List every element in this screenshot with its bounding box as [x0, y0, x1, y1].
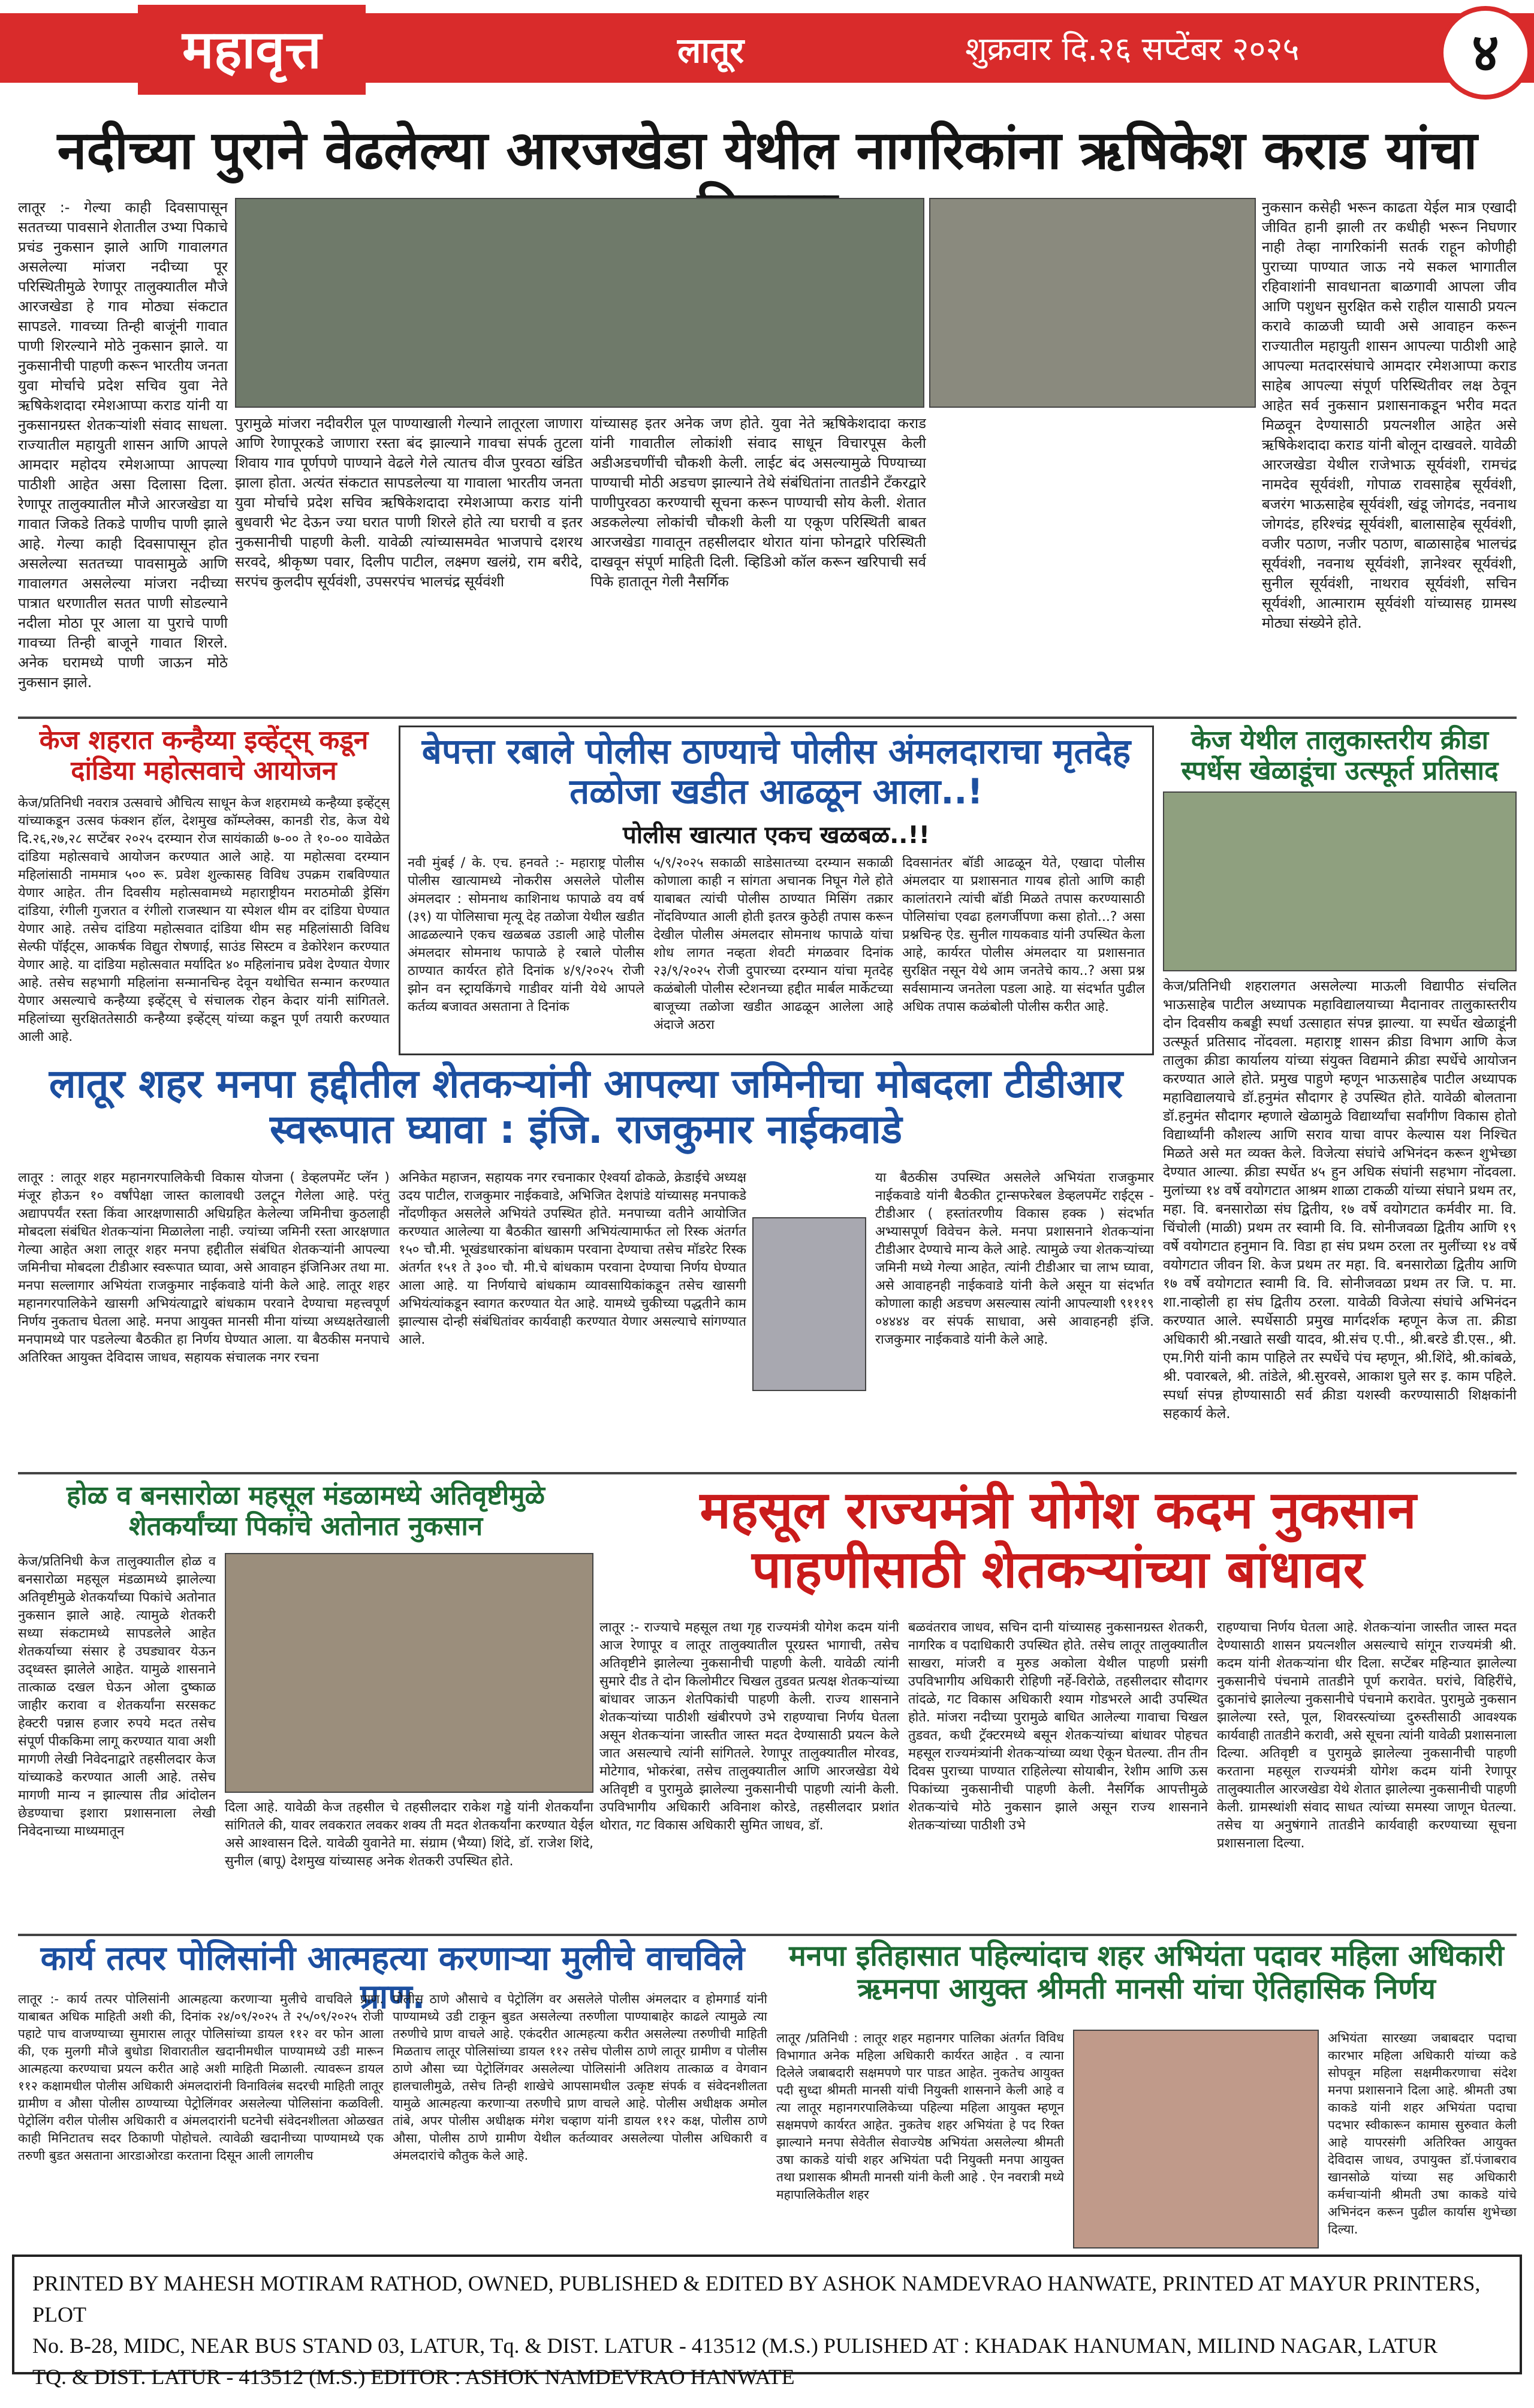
story7-col3: राहण्याचा निर्णय घेतला आहे. शेतकऱ्यांना जास्तीत जास्त मदत देण्यासाठी शासन प्रयत्नशील असल्याचे सांगून राज्यमंत्री श्री. कदम यांनी शेतकऱ्यांना धीर दिला. सप्टेंबर महिन्यात झालेल्या नुकसानीचे पंचनामे तातडीने पूर्ण करावेत. घरांचे, विहिरींचे, दुकानांचे झालेल्या नुकसानीचे पंचनामे करावेत. पुरामुळे नुकसान झालेल्या रस्ते, पूल, शिवरस्त्यांच्या दुरुस्तीसाठी आवश्यक कार्यवाही तातडीने करावी, असे सूचना त्यांनी यावेळी प्रशासनाला दिल्या. अतिवृष्टी व पुरामुळे झालेल्या नुकसानीची पाहणी करताना महसूल राज्यमंत्री योगेश कदम यांनी रेणापूर तालुक्यातील आरजखेडा येथे शेतात झालेल्या नुकसानीची पाहणी केली. ग्रामस्थांशी संवाद साधत त्यांच्या समस्या जाणून घेतल्या. तसेच या अनुषंगाने तातडीने कार्यवाही करण्याच्या सूचना प्रशासनाला दिल्या.	[1217, 1620, 1517, 1851]
edition-date: शुक्रवार दि.२६ सप्टेंबर २०२५	[965, 30, 1300, 68]
story5-col1: लातूर : लातूर शहर महानगरपालिकेची विकास योजना ( डेव्हलपमेंट प्लॅन ) मंजूर होऊन १० वर्षांपेक्षा जास्त कालावधी उलटून गेलेला आहे. परंतु अद्यापपर्यंत रस्ता किंवा आरक्षणासाठी अधिग्रहित केलेल्या जमिनीचा कुठलाही मोबदला संबंधित शेतकऱ्यांना मिळालेला नाही. ज्यांच्या जमिनी रस्ता आरक्षणात गेल्या आहेत अशा लातूर शहर मनपा हद्दीतील संबंधित शेतकऱ्यांनी आपल्या जमिनीचा मोबदला टीडीआर स्वरूपात घ्यावा, असे आवाहन इंजिनिअर तथा मा. मनपा सल्लागार अभियंता राजकुमार नाईकवाडे यांनी केले आहे. लातूर शहर महानगरपालिकेने खासगी अभियंत्याद्वारे बांधकाम परवाने देण्याचा महत्त्वपूर्ण निर्णय नुकताच घेतला आहे. मनपा आयुक्त मानसी मीना यांच्या अध्यक्षतेखाली मनपामध्ये पार पडलेल्या बैठकीत हा निर्णय घेण्यात आला. या बैठकीस मनपाचे अतिरिक्त आयुक्त देविदास जाधव, सहायक संचालक नगर रचना	[18, 1170, 390, 1365]
story8-col2: पोलीस ठाणे औसाचे व पेट्रोलिंग वर असलेले पोलीस अंमलदार व होमगार्ड यांनी पाण्यामध्ये उडी टाकून बुडत असलेल्या तरुणीला पाण्याबाहेर काढले त्यामुळे त्या तरुणीचे प्राण वाचले आहे. एकंदरीत आत्महत्या करीत असलेल्या तरुणीची माहिती मिळताच लातूर पोलिसांच्या डायल ११२ तसेच पोलीस ठाणे लातूर ग्रामीण व पोलीस ठाणे औसा च्या पेट्रोलिंगवर असलेल्या पोलिसांनी अतिशय तात्काळ व वेगवान हालचालीमुळे, तसेच तिन्ही शाखेचे आपसामधील उत्कृष्ट संपर्क व संवेदनशीलता यामुळे आत्महत्या करणाऱ्या तरुणीचे प्राण वाचले आहे. पोलीस अधीक्षक अमोल तांबे, अपर पोलीस अधीक्षक मंगेश चव्हाण यांनी डायल ११२ कक्ष, पोलीस ठाणे औसा, पोलीस ठाणे ग्रामीण येथील कर्तव्यावर असलेल्या पोलीस अधिकारी व अंमलदारांचे कौतुक केले आहे.	[393, 1992, 767, 2163]
page-number: ४	[1439, 6, 1532, 100]
imprint-line-1: PRINTED BY MAHESH MOTIRAM RATHOD, OWNED, PUBLISHED & EDITED BY ASHOK NAMDEVRAO HANWATE, PRINTED AT MAYUR PRINTERS, PLOT	[32, 2271, 1481, 2326]
story3-col1: नवी मुंबई / के. एच. हनवते :- महाराष्ट्र पोलीस पोलीस खात्यामध्ये नोकरीस असलेले पोलीस अंमलदार : सोमनाथ काशिनाथ फापाळे वय वर्ष (३९) या पोलिसाचा मृत्यू देह तळोजा येथील खडीत आढळल्याने एकच खळबळ उडाली आहे पोलीस अंमलदार सोमनाथ फापाळे हे रबाले पोलीस ठाण्यात कार्यरत होते दिनांक ४/९/२०२५ रोजी झोन वन स्ट्रायकिंगचे गाडीवर यांनी येथे आपले कर्तव्य बजावत असताना ते दिनांक	[408, 856, 644, 1015]
story3-col3: दिवसानंतर बॉडी आढळून येते, एखादा पोलीस अंमलदार या प्रशासनात गायब होतो आणि काही कालांतराने त्यांची बॉडी मिळते तपास करण्यासाठी पोलिसांचा एवढा हलगर्जीपणा कसा होतो...? असा प्रश्नचिन्ह ऐड. सुनील गायकवाड यांनी उपस्थित केला आहे, कार्यरत पोलीस अंमलदार या प्रशासनात सुरक्षित नसून येथे आम जनतेचे काय..? असा प्रश्न सर्वसामान्य जनतेला पडला आहे. या संदर्भात पुढील अधिक तपास कळंबोली पोलीस करीत आहे.	[902, 856, 1145, 1015]
story9-col2: अभियंता सारख्या जबाबदार पदाचा कारभार महिला अधिकारी यांच्या कडे सोपवून महिला सक्षमीकरणाचा संदेश मनपा प्रशासनाने दिला आहे. श्रीमती उषा काकडे यांनी शहर अभियंता पदाचा पदभार स्वीकारून कामास सुरुवात केली आहे यापरसंगी अतिरिक्त आयुक्त देविदास जाधव, उपायुक्त डॉ.पंजाबराव खानसोळे यांच्या सह अधिकारी कर्मचाऱ्यांनी श्रीमती उषा काकडे यांचे अभिनंदन करून पुढील कार्यास शुभेच्छा दिल्या.	[1328, 2031, 1517, 2237]
story4-photo-players	[1163, 791, 1517, 971]
story3-col2: ५/९/२०२५ सकाळी साडेसातच्या दरम्यान सकाळी कोणाला काही न सांगता अचानक निघून गेले होते याबाबत त्यांची पोलीस ठाण्यात मिसिंग तक्रार नोंदविण्यात आली होती इतरत्र कुठेही तपास करून देखील पोलीस अंमलदार सोमनाथ फापाळे यांचा शोध लागत नव्हता शेवटी मंगळवार दिनांक २३/९/२०२५ रोजी दुपारच्या दरम्यान यांचा मृतदेह कळंबोली पोलीस स्टेशनच्या हद्दीत मार्बल मार्केटच्या बाजूच्या तळोजा खडीत आढळून आलेला आहे अंदाजे अठरा	[653, 856, 893, 1033]
story9-headline: मनपा इतिहासात पहिल्यांदाच शहर अभियंता पदावर महिला अधिकारी ऋमनपा आयुक्त श्रीमती मानसी यांचा ऐतिहासिक निर्णय	[789, 1939, 1504, 2006]
story1-headline: नदीच्या पुराने वेढलेल्या आरजखेडा येथील नागरिकांना ऋषिकेश कराड यांचा	[57, 119, 1478, 181]
story8-headline: कार्य तत्पर पोलिसांनी आत्महत्या करणाऱ्या मुलीचे वाचविले प्राण.	[40, 1939, 745, 2017]
story9-photo-officer	[1073, 2030, 1319, 2249]
story4-headline: केज येथील तालुकास्तरीय क्रीडा स्पर्धेस खेळाडूंचा उत्स्फूर्त प्रतिसाद	[1181, 725, 1499, 786]
story8-col1: लातूर :- कार्य तत्पर पोलिसांनी आत्महत्या करणाऱ्या मुलीचे वाचविले प्राण. याबाबत अधिक माहिती अशी की, दिनांक २४/०९/२०२५ ते २५/०९/२०२५ रोजी पहाटे पाच वाजण्याच्या सुमारास लातूर पोलिसांच्या डायल ११२ वर फोन आला की, एक मुलगी मौजे बुधोडा शिवारातील खदानीमधील पाण्यामध्ये उडी मारून आत्महत्या करण्याचा प्रयत्न करीत आहे अशी माहिती मिळाली. त्यावरून डायल ११२ कक्षामधील पोलीस अधिकारी अंमलदारांनी विनाविलंब सदरची माहिती लातूर ग्रामीण व औसा पोलीस ठाण्याच्या पेट्रोलिंगवर असलेल्या पोलिसांना कळविली. पेट्रोलिंग वरील पोलीस अधिकारी व अंमलदारांनी घटनेची संवेदनशीलता ओळखत काही मिनिटातच सदर ठिकाणी पोहोचले. त्यावेळी खदानीच्या पाण्यामध्ये एक तरुणी बुडत असताना आरडाओरडा करताना दिसून आली लागलीच	[18, 1992, 384, 2163]
story6-headline: होळ व बनसारोळा महसूल मंडळामध्ये अतिवृष्टीमुळे शेतकर्यांच्या पिकांचे अतोनात नुकसान	[67, 1480, 545, 1542]
story6-col2: दिला आहे. यावेळी केज तहसील चे तहसीलदार राकेश गड्डे यांनी शेतकर्यांना सांगितले की, यावर लवकरात लवकर शक्य ती मदत शेतकर्यांना करण्यात येईल असे आश्वासन दिले. यावेळी युवानेते मा. संग्राम (भैय्या) शिंदे, डॉ. राजेश शिंदे, सुनील (बापू) देशमुख यांच्यासह अनेक शेतकरी उपस्थित होते.	[225, 1800, 593, 1869]
story1-col1: लातूर :- गेल्या काही दिवसापासून सततच्या पावसाने शेतातील उभ्या पिकाचे प्रचंड नुकसान झाले आणि गावालगत असलेल्या मांजरा नदीच्या पूर परिस्थितीमुळे रेणापूर तालुक्यातील मौजे आरजखेडा हे गाव मोठ्या संकटात सापडले. गावच्या तिन्ही बाजूंनी गावात पाणी शिरल्याने मोठे नुकसान झाले. या नुकसानीची पाहणी करून भारतीय जनता युवा मोर्चाचे प्रदेश सचिव युवा नेते ऋषिकेशदादा रमेशआप्पा कराड यांनी या नुकसानग्रस्त शेतकऱ्यांशी संवाद साधला. राज्यातील महायुती शासन आणि आपले आमदार महोदय रमेशआप्पा आपल्या पाठीशी आहेत असा दिलासा दिला. रेणापूर तालुक्यातील मौजे आरजखेडा या गावात जिकडे तिकडे पाणीच पाणी झाले आहे. गेल्या काही दिवसापासून होत असलेल्या सततच्या पावसामुळे आणि गावालगत असलेल्या मांजरा नदीच्या पात्रात धरणातील सतत पाणी सोडल्याने नदीला मोठा पूर आला या पुराचे पाणी गावच्या तिन्ही बाजूने गावात शिरले. अनेक घरामध्ये पाणी जाऊन मोठे नुकसान झाले.	[18, 199, 228, 691]
story3-headline: बेपत्ता रबाले पोलीस ठाण्याचे पोलीस अंमलदाराचा मृतदेह तळोजा खडीत आढळून आला..!	[421, 731, 1131, 812]
story5-col3: या बैठकीस उपस्थित असलेले अभियंता राजकुमार नाईकवाडे यांनी बैठकीत ट्रान्सफरेबल डेव्हलपमेंट राईट्स - टीडीआर ( हस्तांतरणीय विकास हक्क ) संदर्भात अभ्यासपूर्ण विवेचन केले. मनपा प्रशासनाने शेतकऱ्यांना टीडीआर देण्याचे मान्य केले आहे. त्यामुळे ज्या शेतकऱ्यांच्या जमिनी मध्ये गेल्या आहेत, त्यांनी टीडीआर चा लाभ घ्यावा, असे आवाहनही नाईकवाडे यांनी केले असून या संदर्भात कोणाला काही अडचण असल्यास त्यांनी आपल्याशी ९१११९ ०४४४४ वर संपर्क साधावा, असे आवाहनही इंजि. राजकुमार नाईकवाडे यांनी केले आहे.	[875, 1170, 1154, 1347]
story6-col1: केज/प्रतिनिधी केज तालुक्यातील होळ व बनसारोळा महसूल मंडळामध्ये झालेल्या अतिवृष्टीमुळे शेतकर्यांच्या पिकांचे अतोनात नुकसान झाले आहे. त्यामुळे शेतकरी सध्या संकटामध्ये सापडलेले आहेत शेतकर्याच्या संसार हे उघड्यावर येऊन उद्ध्वस्त झालेले आहेत. यामुळे शासनाने तात्काळ दखल घेऊन ओला दुष्काळ जाहीर करावा व शेतकर्यांना सरसकट हेक्टरी पन्नास हजार रुपये मदत तसेच संपूर्ण पीककिमा लागू करण्यात यावा अशी मागणी लेखी निवेदनाद्वारे तहसीलदार केज यांच्याकडे करण्यात आली आहे. तसेच मागणी मान्य न झाल्यास तीव्र आंदोलन छेडण्याचा इशारा प्रशासनाला लेखी निवेदनाच्या माध्यमातून	[18, 1554, 216, 1839]
divider	[18, 1934, 1517, 1936]
story1-col2: पुरामुळे मांजरा नदीवरील पूल पाण्याखाली गेल्याने लातूरला जाणारा आणि रेणापूरकडे जाणारा रस्ता बंद झाल्याने गावचा संपर्क तुटला शिवाय गाव पूर्णपणे पाण्याने वेढले गेले त्यातच वीज पुरवठा खंडित झाला होता. अत्यंत संकटात सापडलेल्या या गावाला भारतीय जनता युवा मोर्चाचे प्रदेश सचिव ऋषिकेशदादा रमेशआप्पा कराड यांनी बुधवारी भेट देऊन ज्या घरात पाणी शिरले होते त्या घराची व इतर नुकसानीची पाहणी केली. यावेळी त्यांच्यासमवेत भाजपाचे दशरथ सरवदे, श्रीकृष्ण पवार, दिलीप पाटील, लक्ष्मण खलंग्रे, राम बरीदे, सरपंच कुलदीप सूर्यवंशी, उपसरपंच भालचंद्र सूर्यवंशी	[235, 415, 583, 590]
divider	[18, 1472, 1517, 1474]
story6-photo-memorandum	[225, 1553, 593, 1793]
imprint-box	[12, 2255, 1522, 2389]
story1-col4: नुकसान कसेही भरून काढता येईल मात्र एखादी जीवित हानी झाली तर कधीही भरून निघणार नाही तेव्हा नागरिकांनी सतर्क राहून कोणीही पुराच्या पाण्यात जाऊ नये सकल भागातील रहिवाशांनी सावधानता बाळगावी आपला जीव आणि पशुधन सुरक्षित कसे राहील यासाठी प्रयत्न करावे काळजी घ्यावी असे आवाहन करून राज्यातील महायुती शासन आपल्या पाठीशी आहे आपल्या मतदारसंघाचे आमदार रमेशआप्पा कराड साहेब आपल्या संपूर्ण परिस्थितीवर लक्ष ठेवून आहेत सर्व नुकसान प्रशासनाकडून भरीव मदत मिळवून देण्यासाठी प्रयत्नशील आहेत असे ऋषिकेशदादा कराड यांनी बोलून दाखवले. यावेळी आरजखेडा येथील राजेभाऊ सूर्यवंशी, रामचंद्र नामदेव सूर्यवंशी, गोपाळ रावसाहेब सूर्यवंशी, बजरंग भाऊसाहेब सूर्यवंशी, खंडू जोगदंड, नवनाथ जोगदंड, हरिश्चंद्र सूर्यवंशी, बालासाहेब सूर्यवंशी, वजीर पठाण, नजीर पठाण, बाळासाहेब भालचंद्र सूर्यवंशी, नवनाथ सूर्यवंशी, ज्ञानेश्वर सूर्यवंशी, सुनील सूर्यवंशी, नाथराव सूर्यवंशी, सचिन सूर्यवंशी, आत्माराम सूर्यवंशी यांच्यासह ग्रामस्थ मोठ्या संख्येने होते.	[1262, 199, 1517, 631]
story4-body: केज/प्रतिनिधी शहरालगत असलेल्या माऊली विद्यापीठ संचलित भाऊसाहेब पाटील अध्यापक महाविद्यालयाच्या मैदानावर तालुकास्तरीय दोन दिवसीय कबड्डी स्पर्धा उत्साहात संपन्न झाल्या. या स्पर्धेत खेळाडूंनी उत्स्फूर्त प्रतिसाद नोंदवला. महाराष्ट्र शासन क्रीडा विभाग आणि केज तालुका क्रीडा कार्यालय यांच्या संयुक्त विद्यमाने क्रीडा स्पर्धेचे आयोजन करण्यात आले होते. प्रमुख पाहुणे म्हणून भाऊसाहेब पाटील अध्यापक महाविद्यालयाचे डॉ.हनुमंत सौदागर हे उपस्थित होते. यावेळी बोलताना डॉ.हनुमंत सौदागर म्हणाले खेळामुळे विद्यार्थ्यांचा सर्वांगीण विकास होतो विद्यार्थ्यांनी कौशल्य आणि सराव याचा वापर केल्यास यश निश्चित मिळते असे मत व्यक्त केले. विजेत्या संघांचे अभिनंदन करून शुभेच्छा देण्यात आल्या. क्रीडा स्पर्धेत ४५ हुन अधिक संघांनी सहभाग नोंदवला. मुलांच्या १४ वर्षे वयोगटात आश्रम शाळा टाकळी यांच्या संघाने प्रथम तर, महा. वि. बनसारोळा संघ द्वितीय, १७ वर्षे वयोगटात कर्मवीर मा. वि. चिंचोली (माळी) प्रथम तर स्वामी वि. वि. सोनीजवळा द्वितीय आणि १९ वर्षे वयोगटात हनुमान वि. विडा हा संघ प्रथम ठरला तर मुलींच्या १४ वर्षे वयोगटात जीवन शि. केज प्रथम तर महा. वि. बनसारोळा द्वितीय आणि १७ वर्षे वयोगटात स्वामी वि. वि. सोनीजवळा प्रथम तर जि. प. मा. शा.नाव्होली हा संघ द्वितीय ठरला. यावेळी विजेत्या संघांचे अभिनंदन करण्यात आले. स्पर्धेसाठी प्रमुख मार्गदर्शक म्हणून केज ता. क्रीडा अधिकारी श्री.नखाते सखी यादव, श्री.संच ए.पी., श्री.बरडे डी.एस., श्री. एम.गिरी यांनी काम पाहिले तर स्पर्धेचे पंच म्हणून, श्री.शिंदे, श्री.कांबळे, श्री. पवारबले, श्री. तांडेले, श्री.सुरवसे, आकाश घुले सर इ. काम पहिले. स्पर्धा संपन्न होण्यासाठी सर्व क्रीडा यशस्वी करण्यासाठी शिक्षकांनी सहकार्य केले.	[1163, 979, 1517, 1422]
story7-col2: बळवंतराव जाधव, सचिन दानी यांच्यासह नुकसानग्रस्त शेतकरी, नागरिक व पदाधिकारी उपस्थित होते. तसेच लातूर तालुक्यातील साखरा, मांजरी व मुरुड अकोला येथील पाहणी प्रसंगी उपविभागीय अधिकारी रोहिणी नर्हे-विरोळे, तहसीलदार सौदागर तांदळे, गट विकास अधिकारी श्याम गोडभरले आदी उपस्थित होते. मांजरा नदीच्या पुरामुळे बाधित आलेल्या गावाचा चिखल तुडवत, कधी ट्रॅक्टरमध्ये बसून शेतकऱ्यांच्या बांधावर पोहचत महसूल राज्यमंत्र्यांनी शेतकऱ्यांच्या व्यथा ऐकून घेतल्या. तीन तीन दिवस पुराच्या पाण्यात राहिलेल्या सोयाबीन, रेशीम आणि ऊस पिकांच्या नुकसानीची पाहणी केली. नैसर्गिक आपत्तीमुळे शेतकऱ्यांचे मोठे नुकसान झाले असून राज्य शासनाने शेतकऱ्यांच्या पाठीशी उभे	[908, 1620, 1208, 1833]
newspaper-logo: महावृत्त	[138, 5, 366, 95]
story7-col1: लातूर :- राज्याचे महसूल तथा गृह राज्यमंत्री योगेश कदम यांनी आज रेणापूर व लातूर तालुक्यातील पूरग्रस्त भागाची, तसेच अतिवृष्टीने झालेल्या नुकसानीची पाहणी केली. यावेळी त्यांनी सुमारे दीड ते दोन किलोमीटर चिखल तुडवत प्रत्यक्ष शेतकऱ्यांच्या बांधावर जाऊन शेतपिकांची पाहणी केली. राज्य शासनाने शेतकऱ्यांच्या पाठीशी खंबीरपणे उभे राहण्याचा निर्णय घेतला असून शेतकऱ्यांना जास्तीत जास्त मदत देण्यासाठी प्रयत्न केले जात असल्याचे त्यांनी सांगितले. रेणापूर तालुक्यातील मोरवड, मोटेगाव, भोकरंबा, तसेच तालुक्यातील आणि आरजखेडा येथे अतिवृष्टी व पुरामुळे झालेल्या नुकसानीची पाहणी त्यांनी केली. उपविभागीय अधिकारी अविनाश कोरडे, तहसीलदार प्रशांत थोरात, गट विकास अधिकारी सुमित जाधव, डॉ.	[599, 1620, 899, 1833]
divider	[18, 717, 1517, 719]
masthead	[0, 0, 1534, 114]
story5-photo-portrait	[752, 1217, 866, 1391]
story2-body: केज/प्रतिनिधी नवरात्र उत्सवाचे औचित्य साधून केज शहरामध्ये कन्हैय्या इव्हेंट्स् यांच्याकडून उत्सव फंक्शन हॉल, देशमुख कॉम्प्लेक्स, कानडी रोड, केज येथे दि.२६,२७,२८ सप्टेंबर २०२५ दरम्यान रोज सायंकाळी ७-०० ते १०-०० यावेळेत दांडिया महोत्सवाचे आयोजन करण्यात आले आहे. या महोत्सवा दरम्यान महिलांसाठी नाममात्र ५०० रू. प्रवेश शुल्कासह विविध उपक्रम राबविण्यात येणार आहेत. तीन दिवसीय महोत्सवामध्ये महाराष्ट्रीयन मराठमोळी ड्रेसिंग दांडिया, रंगीली गुजरात व रंगीलो राजस्थान या स्पेशल थीम वर दांडिया घेण्यात येणार आहे. तसेच दांडिया महोत्सवात दांडिया थीम सह महिलांसाठी विविध सेल्फी पॉईंट्स, आकर्षक विद्युत रोषणाई, साउंड सिस्टम व डेकोरेशन करण्यात येणार आहे. या दांडिया महोत्सवात मर्यादित ४० महिलांनाच प्रवेश देण्यात येणार आहे. तसेच सहभागी महिलांना सन्मानचिन्ह देवून यथोचित सन्मान करण्यात येणार असल्याचे कन्हैय्या इव्हेंट्स् चे संचालक रोहन केदार यांनी सांगितले. महिलांच्या सुरक्षिततेसाठी कन्हैय्या इव्हेंट्स् यांच्या कडून पूर्ण तयारी करण्यात आली आहे.	[18, 796, 390, 1045]
story1-photo-flood	[235, 198, 924, 408]
story5-col2: अनिकेत महाजन, सहायक नगर रचनाकार ऐश्वर्या ढोकळे, क्रेडाईचे अध्यक्ष उदय पाटील, राजकुमार नाईकवाडे, अभिजित देशपांडे यांच्यासह मनपाकडे नोंदणीकृत असलेले अभियंते उपस्थित होते. मनपाच्या वतीने आयोजित करण्यात आलेल्या या बैठकीत खासगी अभियंत्यामार्फत लो रिस्क अंतर्गत १५० चौ.मी. भूखंडधारकांना बांधकाम परवाना देण्याचा तसेच मॉडरेट रिस्क अंतर्गत १५१ ते ३०० चौ. मी.चे बांधकाम परवाना देण्याचा निर्णय घेण्यात आला आहे. या निर्णयाचे बांधकाम व्यावसायिकांकडून तसेच खासगी अभियंत्यांकडून स्वागत करण्यात येत आहे. यामध्ये चुकीच्या पद्धतीने काम झाल्यास दोन्ही संबंधितांवर कार्यवाही करण्यात येणार असल्याचे सांगण्यात आले.	[399, 1170, 746, 1347]
story5-headline: लातूर शहर मनपा हद्दीतील शेतकऱ्यांनी आपल्या जमिनीचा मोबदला टीडीआर स्वरूपात घ्यावा : इंजि. राजकुमार नाईकवाडे	[49, 1061, 1123, 1152]
story9-col1: लातूर /प्रतिनिधी : लातूर शहर महानगर पालिका अंतर्गत विविध विभागात अनेक महिला अधिकारी कार्यरत आहेत . व त्याना दिलेले जबाबदारी सक्षमपणे पार पाडत आहेत. नुकतेच आयुक्त पदी सुध्दा श्रीमती मानसी यांची नियुक्ती शासनाने केली आहे व त्या लातूर महानगरपालिकेच्या पहिल्या महिला आयुक्त म्हणून सक्षमपणे कार्यरत आहेत. नुकतेच शहर अभियंता हे पद रिक्त झाल्याने मनपा सेवेतील सेवाज्येष्ठ अभियंता असलेल्या श्रीमती उषा काकडे यांची शहर अभियंता पदी नियुक्ती मनपा आयुक्त तथा प्रशासक श्रीमती मानसी यांनी केली आहे . ऐन नवरात्री मध्ये महापालिकेतील शहर	[776, 2031, 1064, 2202]
imprint-line-3: TQ. & DIST. LATUR - 413512 (M.S.) EDITOR : ASHOK NAMDEVRAO HANWATE	[32, 2365, 795, 2389]
story3-subhead: पोलीस खात्यात एकच खळबळ..!!	[623, 821, 930, 849]
story1-col3: यांच्यासह इतर अनेक जण होते. युवा नेते ऋषिकेशदादा कराड यांनी गावातील लोकांशी संवाद साधून विचारपूस केली अडीअडचणींची चौकशी केली. लाईट बंद असल्यामुळे पिण्याच्या पाण्याची मोठी अडचण झाल्याने तेथे संबंधितांना तातडीने टँकरद्वारे पाणीपुरवठा करण्याची सूचना करून पाण्याची सोय केली. शेतात अडकलेल्या लोकांची चौकशी केली या एकूण परिस्थिती बाबत आरजखेडा गावातून तहसीलदार थोरात यांना फोनद्वारे परिस्थिती दाखवून संपूर्ण माहिती दिली. व्हिडिओ कॉल करून खरिपाची सर्व पिके हातातून गेली नैसर्गिक	[590, 415, 926, 590]
story1-photo-villagers	[929, 198, 1256, 408]
edition-city: लातूर	[677, 30, 745, 71]
story2-headline: केज शहरात कन्हैय्या इव्हेंट्स् कडून दांडिया महोत्सवाचे आयोजन	[39, 725, 369, 786]
story7-headline: महसूल राज्यमंत्री योगेश कदम नुकसान पाहणीसाठी शेतकऱ्यांच्या बांधावर	[700, 1480, 1417, 1600]
imprint-line-2: No. B-28, MIDC, NEAR BUS STAND 03, LATUR, Tq. & DIST. LATUR - 413512 (M.S.) PULISHED AT : KHADAK HANUMAN, MILIND NAGAR, LATUR	[32, 2334, 1438, 2358]
